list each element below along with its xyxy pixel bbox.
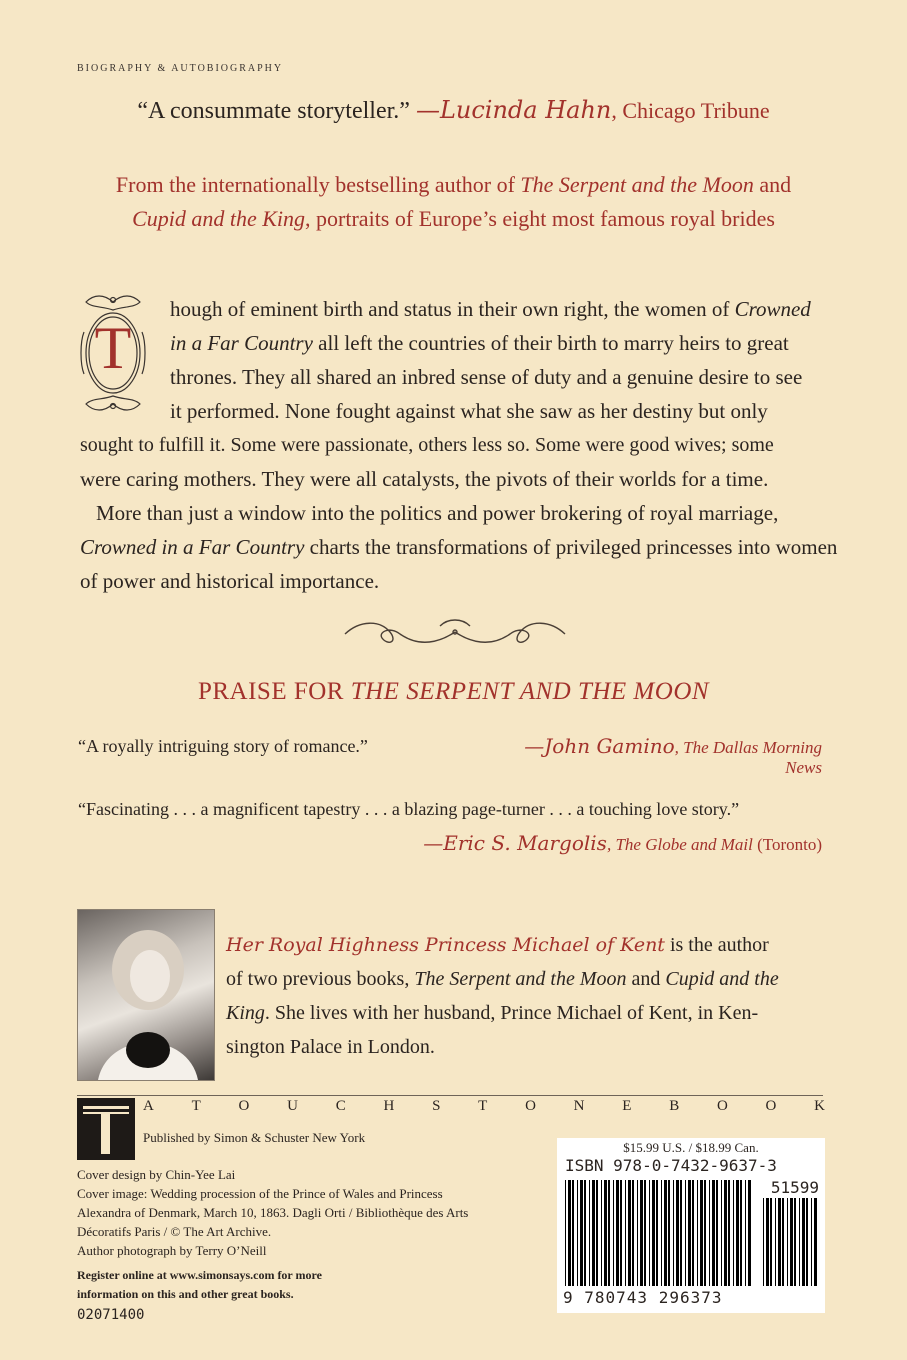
imprint-letter: N (573, 1098, 585, 1114)
barcode-bar (628, 1180, 631, 1286)
paragraph2-line1: More than just a window into the politics and power brokering of royal marriage, (96, 501, 779, 525)
barcode-bar (811, 1198, 812, 1286)
paragraph1-line3: thrones. They all shared an inbred sense of duty and a genuine desire to see (170, 365, 803, 389)
p2-line2-text: charts the transformations of privileged princesses into women (304, 535, 838, 559)
barcode-bar (692, 1180, 694, 1286)
p2-line2-italic: Crowned in a Far Country (80, 535, 305, 559)
top-quote-author: —Lucinda Hahn (415, 96, 612, 124)
tagline-part1: From the internationally bestselling author of (115, 172, 521, 197)
barcode-bar (802, 1198, 805, 1286)
imprint-letter: O (238, 1098, 250, 1114)
flourish-divider-icon (340, 612, 570, 652)
barcode-bar (577, 1180, 578, 1286)
bio-line1-tail: is the author (664, 934, 769, 956)
barcode-bar (680, 1180, 682, 1286)
praise1-author: —John Gamino (524, 734, 675, 758)
praise1-quote: “A royally intriguing story of romance.” (78, 736, 368, 756)
imprint-letter: U (287, 1098, 298, 1114)
barcode-bar (704, 1180, 706, 1286)
p1-line2-italic: in a Far Country (170, 331, 313, 355)
imprint-letter: B (669, 1098, 680, 1114)
barcode-bar (766, 1198, 769, 1286)
barcode-bar (716, 1180, 718, 1286)
publisher-line: Published by Simon & Schuster New York (143, 1130, 366, 1145)
imprint-letter: O (525, 1098, 536, 1114)
addon-barcode-icon (761, 1198, 819, 1286)
addon-code: 51599 (770, 1178, 819, 1197)
imprint-letter: O (765, 1098, 777, 1114)
imprint-letter: O (716, 1098, 728, 1114)
imprint-letter: C (335, 1098, 346, 1114)
imprint-letter: T (191, 1098, 201, 1114)
barcode-bar (736, 1180, 739, 1286)
barcode-bar (625, 1180, 626, 1286)
praise2-source-title: , The Globe and Mail (606, 835, 753, 854)
barcode-bar (728, 1180, 730, 1286)
barcode-bar (596, 1180, 598, 1286)
barcode-bar (580, 1180, 583, 1286)
p1-line1-italic: Crowned (734, 297, 811, 321)
praise1-attribution (500, 734, 822, 778)
barcode-bar (778, 1198, 781, 1286)
credit-line: Alexandra of Denmark, March 10, 1863. Dagli Orti / Bibliothèque des Arts (77, 1205, 469, 1220)
register-line: Register online at www.simonsays.com for more (77, 1268, 322, 1282)
barcode-bar (668, 1180, 670, 1286)
barcode-bar (685, 1180, 686, 1286)
barcode-bar (790, 1198, 793, 1286)
imprint-letter: A (143, 1098, 154, 1114)
barcode-bar (697, 1180, 698, 1286)
bio-line2 (226, 962, 779, 996)
drop-cap-letter: T (94, 315, 132, 381)
barcode-bar (620, 1180, 622, 1286)
bio-line2a: of two previous books, (226, 968, 415, 990)
barcode-bar (787, 1198, 788, 1286)
p1-line2-text: all left the countries of their birth to marry heirs to great (312, 331, 789, 355)
barcode-bar (637, 1180, 638, 1286)
top-review-quote (0, 96, 907, 125)
barcode-bar (745, 1180, 746, 1286)
barcode-bar (656, 1180, 658, 1286)
imprint-letter: H (383, 1098, 395, 1114)
tagline (70, 168, 837, 236)
barcode-bar (568, 1180, 571, 1286)
barcode-bar (712, 1180, 715, 1286)
barcode-bar (794, 1198, 796, 1286)
barcode-bar (721, 1180, 722, 1286)
barcode-bar (724, 1180, 727, 1286)
praise-heading-title: THE SERPENT AND THE MOON (350, 678, 710, 705)
barcode-bar (814, 1198, 817, 1286)
touchstone-imprint (143, 1098, 825, 1115)
ean-barcode-icon (563, 1180, 753, 1286)
paragraph1-line1 (170, 292, 811, 326)
barcode-bar (601, 1180, 602, 1286)
barcode-bar (644, 1180, 646, 1286)
register-block (77, 1266, 322, 1304)
praise2-quote: “Fascinating . . . a magnificent tapestry . . . a blazing page-turner . . . a touching love story.” (78, 799, 740, 819)
tagline-title2: Cupid and the King (132, 206, 306, 231)
praise2-author: —Eric S. Margolis (423, 831, 607, 855)
credit-line: Author photograph by Terry O’Neill (77, 1243, 267, 1258)
barcode-bar (592, 1180, 595, 1286)
paragraph1-line4: it performed. None fought against what she saw as her destiny but only (170, 399, 768, 423)
praise2-source-place: (Toronto) (752, 835, 822, 854)
barcode-bar (688, 1180, 691, 1286)
p1-line1-text: hough of eminent birth and status in their own right, the women of (170, 297, 735, 321)
author-portrait-icon (78, 910, 214, 1080)
barcode-bar (608, 1180, 610, 1286)
paragraph2-line2 (80, 530, 837, 564)
barcode-bar (584, 1180, 586, 1286)
top-quote-text: “A consummate storyteller.” (137, 98, 410, 124)
paragraph1-line5: sought to fulfill it. Some were passionate, others less so. Some were good wives; some (80, 434, 774, 456)
imprint-rule (77, 1095, 823, 1096)
praise2-attribution (400, 831, 822, 855)
barcode-bar (676, 1180, 679, 1286)
bio-line3b: . She lives with her husband, Prince Michael of Kent, in Ken- (264, 1002, 759, 1024)
imprint-letter: K (814, 1098, 825, 1114)
barcode-bar (661, 1180, 662, 1286)
barcode-bar (782, 1198, 784, 1286)
isbn-line: ISBN 978-0-7432-9637-3 (565, 1156, 777, 1175)
barcode-bar (664, 1180, 667, 1286)
author-photo (77, 909, 215, 1081)
bio-line2d: Cupid and the (665, 968, 779, 990)
bio-line3a: King (226, 1002, 265, 1024)
touchstone-logo-icon (77, 1098, 135, 1160)
praise1-source: , The Dallas Morning News (674, 738, 822, 777)
ean-digits: 9 780743 296373 (563, 1288, 723, 1307)
paragraph2-line3: of power and historical importance. (80, 569, 380, 593)
barcode-bar (640, 1180, 643, 1286)
barcode-bar (649, 1180, 650, 1286)
barcode-bar (589, 1180, 590, 1286)
barcode-bar (700, 1180, 703, 1286)
bio-line3 (226, 996, 758, 1030)
barcode-panel (557, 1138, 825, 1313)
bio-line2c: and (626, 968, 666, 990)
barcode-bar (748, 1180, 751, 1286)
tagline-part3: , portraits of Europe’s eight most famous royal brides (305, 206, 775, 231)
barcode-bar (565, 1180, 566, 1286)
tagline-title1: The Serpent and the Moon (520, 172, 754, 197)
paragraph1-line6: were caring mothers. They were all catalysts, the pivots of their worlds for a time. (80, 467, 769, 491)
bio-line2b: The Serpent and the Moon (414, 968, 627, 990)
barcode-bar (806, 1198, 808, 1286)
register-line: information on this and other great books. (77, 1287, 294, 1301)
credit-line: Décoratifs Paris / © The Art Archive. (77, 1224, 272, 1239)
barcode-bar (652, 1180, 655, 1286)
imprint-letter: E (622, 1098, 632, 1114)
barcode-bar (733, 1180, 734, 1286)
barcode-bar (673, 1180, 674, 1286)
barcode-bar (770, 1198, 772, 1286)
category-label: BIOGRAPHY & AUTOBIOGRAPHY (77, 63, 284, 74)
bio-line1 (226, 928, 769, 962)
product-code: 02071400 (77, 1307, 145, 1323)
imprint-letter: T (478, 1098, 488, 1114)
barcode-bar (613, 1180, 614, 1286)
barcode-bar (604, 1180, 607, 1286)
barcode-bar (763, 1198, 764, 1286)
drop-cap-ornament (80, 292, 146, 414)
bio-line4: sington Palace in London. (226, 1036, 435, 1058)
bio-author-name: Her Royal Highness Princess Michael of Kent (226, 934, 665, 956)
credit-line: Cover design by Chin-Yee Lai (77, 1167, 236, 1182)
barcode-bar (775, 1198, 776, 1286)
credit-line: Cover image: Wedding procession of the Prince of Wales and Princess (77, 1186, 443, 1201)
price-line: $15.99 U.S. / $18.99 Can. (623, 1140, 759, 1155)
touchstone-logo-mark (77, 1098, 135, 1160)
barcode-bar (616, 1180, 619, 1286)
credits-block (77, 1165, 468, 1260)
imprint-letter: S (432, 1098, 441, 1114)
praise-heading-prefix: PRAISE FOR (197, 678, 351, 705)
barcode-bar (740, 1180, 742, 1286)
tagline-part2: and (753, 172, 792, 197)
barcode-bar (632, 1180, 634, 1286)
barcode-bar (572, 1180, 574, 1286)
praise-heading (0, 678, 907, 706)
paragraph1-line2 (170, 326, 789, 360)
top-quote-source: , Chicago Tribune (611, 98, 770, 123)
barcode-bar (799, 1198, 800, 1286)
barcode-bar (709, 1180, 710, 1286)
